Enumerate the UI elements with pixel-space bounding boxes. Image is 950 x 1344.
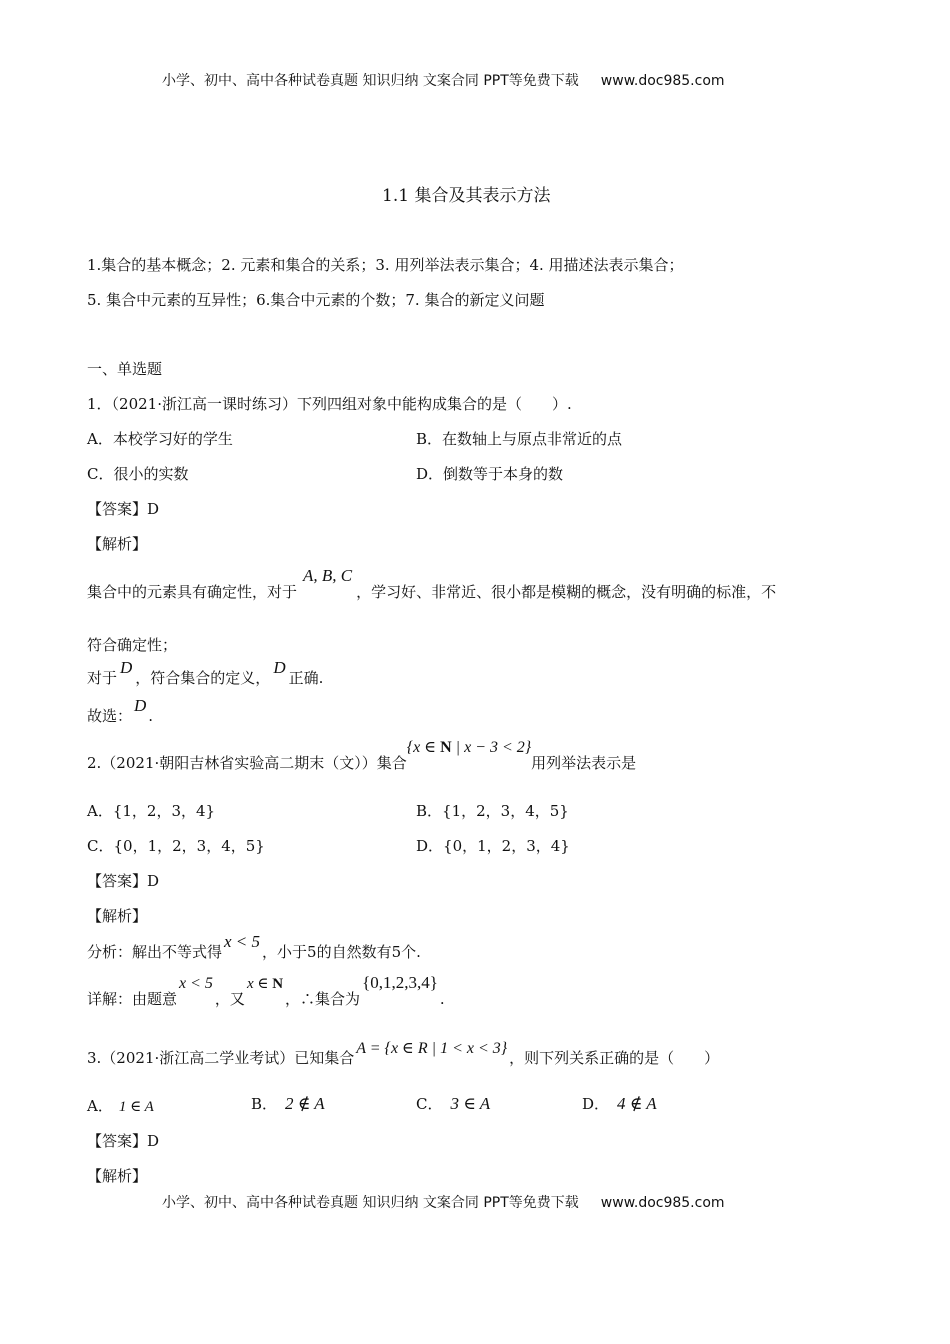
q2-answer: 【答案】D xyxy=(87,872,160,890)
q2-stem xyxy=(87,739,637,773)
q1-exp3-a: 对于 xyxy=(87,669,118,687)
q2-stem-post: 用列举法表示是 xyxy=(531,754,637,772)
q1-explanation-4 xyxy=(87,696,154,726)
q3-c-math: 3 ∈ A xyxy=(450,1094,491,1113)
q3-analysis-label: 【解析】 xyxy=(87,1167,148,1185)
q2-l1-post: ，小于5的自然数有5个. xyxy=(262,943,421,961)
q3-option-a: A． 1 ∈ A xyxy=(87,1097,154,1115)
q1-exp4-m: D xyxy=(134,696,147,715)
q2-line-2 xyxy=(87,973,445,1009)
q1-stem: 1．（2021·浙江高一课时练习）下列四组对象中能构成集合的是（ ）. xyxy=(87,395,572,413)
q3-d-math: 4 ∉ A xyxy=(617,1094,657,1113)
q2-option-d: D．{0，1，2，3，4} xyxy=(416,837,570,855)
q3-stem-math: A = {x ∈ R | 1 < x < 3} xyxy=(356,1040,508,1057)
q2-l2-m2: x ∈ N xyxy=(246,976,284,992)
q3-option-b: B． 2 ∉ A xyxy=(251,1094,325,1113)
q2-l1-math: x < 5 xyxy=(224,932,261,951)
q1-option-a: A．本校学习好的学生 xyxy=(87,430,233,448)
q1-explanation-3 xyxy=(87,658,324,688)
q1-exp1-math: A, B, C xyxy=(303,566,353,585)
q3-option-c: C． 3 ∈ A xyxy=(416,1094,491,1113)
q3-a-math: 1 ∈ A xyxy=(118,1099,154,1115)
q1-exp3-m1: D xyxy=(120,658,133,677)
q1-exp3-b: ，符合集合的定义， xyxy=(135,669,271,687)
q1-option-b: B．在数轴上与原点非常近的点 xyxy=(416,430,623,448)
header-text: 小学、初中、高中各种试卷真题 知识归纳 文案合同 PPT等免费下载 xyxy=(162,73,579,89)
q1-explanation-2: 符合确定性； xyxy=(87,636,178,654)
q3-stem xyxy=(87,1040,720,1068)
q1-exp4-b: . xyxy=(148,707,154,725)
q1-exp1-post: ，学习好、非常近、很小都是模糊的概念，没有明确的标准，不 xyxy=(356,583,777,601)
q2-stem-math: {x ∈ N | x − 3 < 2} xyxy=(406,739,532,756)
q2-l2-mid2: ，∴集合为 xyxy=(285,990,361,1008)
q2-l2-pre: 详解：由题意 xyxy=(87,990,178,1008)
q2-analysis-label: 【解析】 xyxy=(87,907,148,925)
q2-l1-pre: 分析：解出不等式得 xyxy=(87,943,223,961)
section-heading: 一、单选题 xyxy=(87,360,163,378)
q2-option-a: A．{1，2，3，4} xyxy=(87,802,216,820)
q2-l2-m1: x < 5 xyxy=(179,975,213,992)
q1-explanation-1 xyxy=(87,566,777,602)
q2-l2-m3: {0,1,2,3,4} xyxy=(362,973,438,992)
footer-url[interactable]: www.doc985.com xyxy=(600,1195,725,1211)
page-title: 1.1 集合及其表示方法 xyxy=(382,186,551,206)
q2-line-1 xyxy=(87,932,421,962)
q1-exp1-pre: 集合中的元素具有确定性，对于 xyxy=(87,583,298,601)
page-footer xyxy=(162,1192,725,1212)
topics-line-2: 5. 集合中元素的互异性；6.集合中元素的个数；7. 集合的新定义问题 xyxy=(87,291,545,309)
q3-stem-post: ，则下列关系正确的是（ ） xyxy=(509,1049,720,1067)
q2-l2-post: . xyxy=(439,990,445,1008)
q1-analysis-label: 【解析】 xyxy=(87,535,148,553)
q1-exp4-a: 故选： xyxy=(87,707,133,725)
q1-exp3-m2: D xyxy=(273,658,286,677)
q2-stem-pre: 2.（2021·朝阳吉林省实验高二期末（文））集合 xyxy=(87,754,407,772)
q1-exp3-c: 正确. xyxy=(288,669,324,687)
q2-l2-mid: ，又 xyxy=(214,990,245,1008)
topics-line-1: 1.集合的基本概念；2. 元素和集合的关系；3. 用列举法表示集合；4. 用描述法表示集合； xyxy=(87,256,684,274)
q1-option-c: C．很小的实数 xyxy=(87,465,189,483)
q2-option-b: B．{1，2，3，4，5} xyxy=(416,802,569,820)
q1-option-d: D．倒数等于本身的数 xyxy=(416,465,564,483)
q3-option-d: D． 4 ∉ A xyxy=(582,1094,657,1113)
footer-text: 小学、初中、高中各种试卷真题 知识归纳 文案合同 PPT等免费下载 xyxy=(162,1195,579,1211)
header-url[interactable]: www.doc985.com xyxy=(600,73,725,89)
q2-option-c: C．{0，1，2，3，4，5} xyxy=(87,837,265,855)
q3-b-math: 2 ∉ A xyxy=(285,1094,325,1113)
q1-answer: 【答案】D xyxy=(87,500,160,518)
q3-stem-pre: 3.（2021·浙江高二学业考试）已知集合 xyxy=(87,1049,355,1067)
q3-answer: 【答案】D xyxy=(87,1132,160,1150)
page-header xyxy=(162,70,725,90)
